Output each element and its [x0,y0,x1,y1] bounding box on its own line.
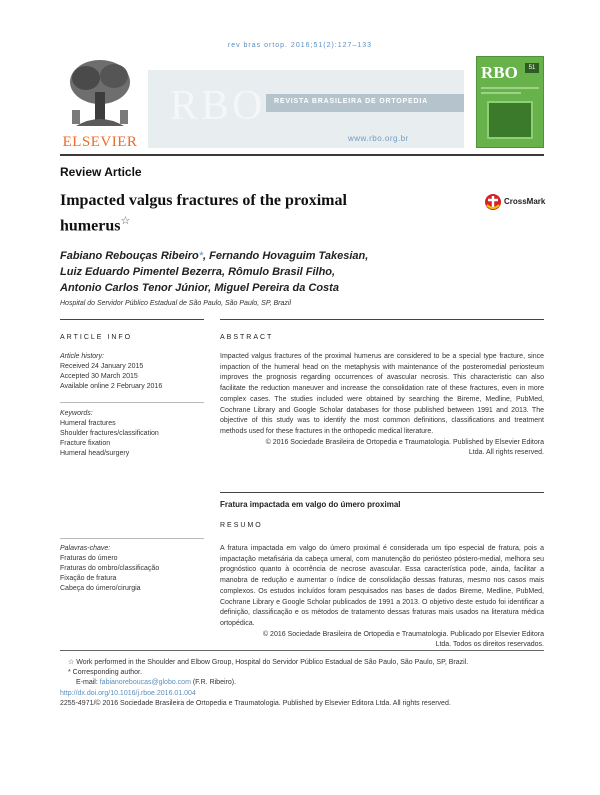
journal-reference: rev bras ortop. 2016;51(2):127–133 [227,42,372,49]
crossmark-icon [484,192,502,212]
elsevier-logo [60,56,140,148]
footnotes [60,658,544,709]
author-name[interactable]: Luiz Eduardo Pimentel Bezerra [60,266,222,278]
received-date: Received 24 January 2015 [60,363,144,370]
portuguese-title: Fratura impactada em valgo do úmero proximal [220,500,401,509]
abstract-heading: ABSTRACT [220,334,274,341]
corresponding-footnote: * Corresponding author. [68,669,142,677]
abstract-body [220,352,544,459]
issn-line: 2255-4971/© 2016 Sociedade Brasileira de Ortopedia e Traumatologia. Published by Elsevier Editora Ltda. All rights reserved. [60,699,451,707]
keyword-item: Shoulder fractures/classification [60,430,159,437]
journal-banner [148,70,464,148]
author-list [60,248,450,296]
doi-link[interactable]: http://dx.doi.org/10.1016/j.rboe.2016.01.004 [60,689,196,697]
author-name[interactable]: Rômulo Brasil Filho [228,266,333,278]
work-footnote: ☆ Work performed in the Shoulder and Elbow Group, Hospital do Servidor Público Estadual de São Paulo, São Paulo, SP, Brazil. [68,659,469,666]
footnote-divider [60,650,544,651]
palavra-item: Fraturas do úmero [60,555,118,562]
author-separator: , [208,282,215,294]
author-name[interactable]: Antonio Carlos Tenor Júnior [60,282,209,294]
abstract-copyright-1: © 2016 Sociedade Brasileira de Ortopedia e Traumatologia. Published by Elsevier Editora [265,438,544,446]
header-divider [60,154,544,156]
keyword-item: Humeral head/surgery [60,450,130,457]
title-footnote-mark: ☆ [120,215,131,227]
palavra-item: Fraturas do ombro/classificação [60,565,160,572]
email-label: E-mail: [76,679,100,687]
abstract-divider [220,319,544,320]
history-label: Article history: [60,353,104,360]
palavra-item: Fixação de fratura [60,575,117,582]
resumo-text: A fratura impactada em valgo do úmero proximal é considerada um tipo especial de fratura, pois a impactação metafisária da cabeça umeral, com manutenção do periósteo póstero-medial, melhora seu prognóstico quanto à ocorrência de necrose avascular. Essa característica pode, ainda, facilitar a manobra de redução e aumentar o índice de consolidação dessas fraturas, mesmo nos casos mais complexos. Os estudos incluídos foram pesquisados nas bases de dados Bireme, Medline, PubMed, Cochrane Library e Google Scholar publicados de 1991 a 2013. O objetivo deste estudo foi identificar a definição, classificação e os métodos de tratamento dessas fraturas mais usados na literatura médica ortopédica. [220,545,544,627]
article-history [60,352,162,392]
keyword-item: Fracture fixation [60,440,111,447]
keyword-item: Humeral fractures [60,420,116,427]
cover-line [481,92,521,94]
article-title [60,190,420,236]
email-suffix: (F.R. Ribeiro). [190,679,237,687]
author-separator: , [221,266,229,278]
email-link[interactable]: fabianoreboucas@globo.com [99,679,191,687]
banner-strip [266,94,464,112]
article-info-heading: ARTICLE INFO [60,334,133,341]
abstract-text: Impacted valgus fractures of the proximal humerus are considered to be a special type fracture, since impaction of the humeral head on the metaphysis with maintenance of the posteromedial periosteum improves the prognosis regarding occurrences of avascular necrosis. This characteristic can also facilitate the reduction maneuver and increase the consolidation rate of these fractures, even in more complex cases. The studies included were obtained by searching the Bireme, Medline, PubMed, Cochrane Library and Google Scholar databases for those published between 1991 and 2013. The objective of this study was to identify the most common definitions, classifications and treatment methods used for these fractures in the orthopedic medical literature. [220,353,544,435]
cover-title: RBO [481,63,518,82]
resumo-copyright-1: © 2016 Sociedade Brasileira de Ortopedia e Traumatologia. Publicado por Elsevier Editora [262,630,544,638]
affiliation: Hospital do Servidor Público Estadual de São Paulo, São Paulo, SP, Brazil [60,300,292,307]
palavras-divider [60,538,204,539]
author-name[interactable]: Fernando Hovaguim Takesian [209,250,366,262]
palavras-chave-block [60,544,159,594]
crossmark-button[interactable] [484,192,554,212]
banner-subtitle: REVISTA BRASILEIRA DE ORTOPEDIA [274,98,428,105]
journal-cover [476,56,544,148]
abstract-copyright-2: Ltda. All rights reserved. [468,449,544,457]
corresponding-mark[interactable]: * [198,250,204,262]
author-name[interactable]: Miguel Pereira da Costa [214,282,339,294]
email-footnote [60,678,544,688]
info-separator [60,402,204,403]
author-separator: , [203,250,210,262]
palavras-chave-label: Palavras-chave: [60,545,111,552]
portuguese-divider [220,492,544,493]
article-type: Review Article [60,165,142,179]
info-divider [60,319,204,320]
author-name[interactable]: Fabiano Rebouças Ribeiro [60,250,199,262]
banner-title: RBO [170,83,266,129]
title-line-2: humerus [60,217,121,235]
journal-url-link[interactable]: www.rbo.org.br [348,134,409,143]
cover-image [487,101,533,139]
online-date: Available online 2 February 2016 [60,383,163,390]
cover-line [481,87,539,89]
keywords-block [60,409,159,459]
elsevier-tree-icon [64,56,136,130]
title-line-1: Impacted valgus fractures of the proximal [60,192,347,209]
author-separator: , [332,266,336,278]
keywords-label: Keywords: [60,410,93,417]
resumo-heading: RESUMO [220,522,263,529]
palavra-item: Cabeça do úmero/cirurgia [60,585,141,592]
crossmark-label: CrossMark [504,197,546,206]
author-separator: , [365,250,369,262]
accepted-date: Accepted 30 March 2015 [60,373,138,380]
publisher-name: ELSEVIER [62,134,138,150]
resumo-body [220,544,544,651]
cover-volume-badge: 51 [525,63,539,73]
resumo-copyright-2: Ltda. Todos os direitos reservados. [435,641,544,649]
